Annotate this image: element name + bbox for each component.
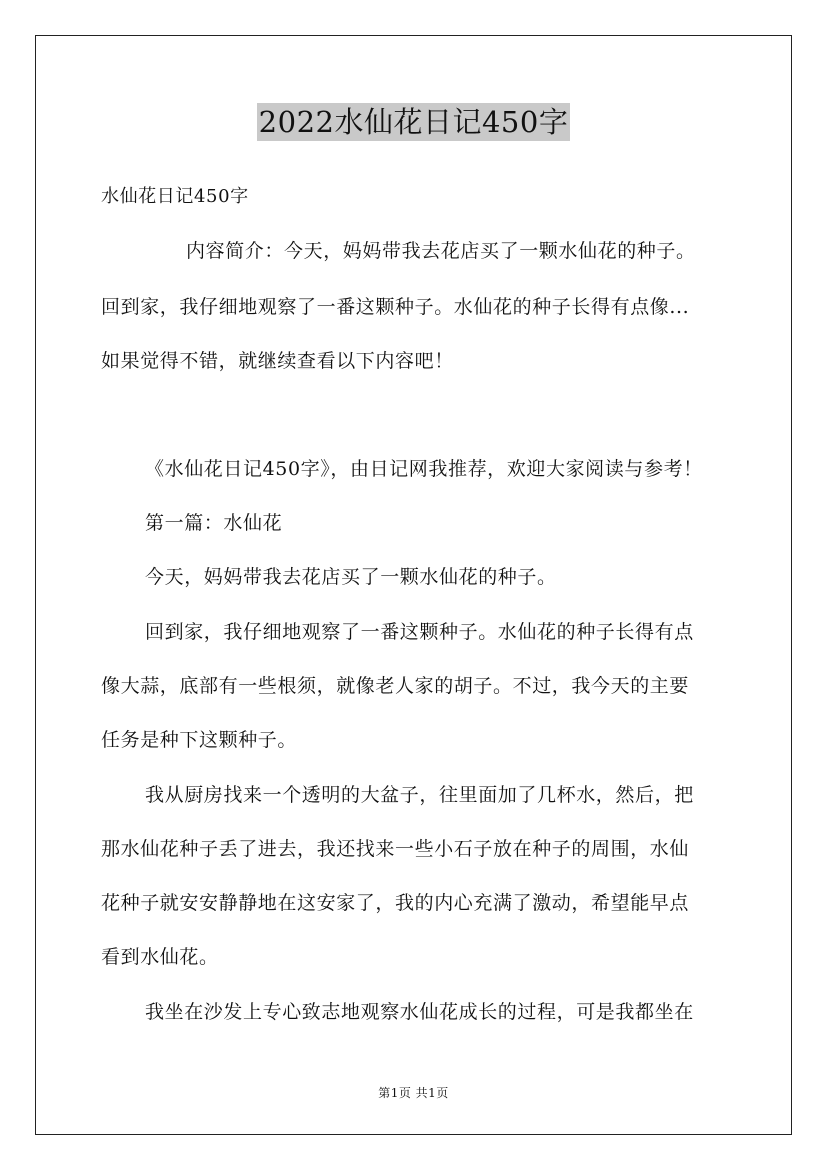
body-line: 任务是种下这颗种子。 bbox=[101, 729, 298, 751]
body-line: 看到水仙花。 bbox=[101, 946, 219, 968]
body-line: 回到家，我仔细地观察了一番这颗种子。水仙花的种子长得有点 bbox=[145, 621, 694, 643]
recommend-line: 《水仙花日记450字》，由日记网我推荐，欢迎大家阅读与参考！ bbox=[145, 458, 703, 480]
body-line: 花种子就安安静静地在这安家了，我的内心充满了激动，希望能早点 bbox=[101, 892, 690, 914]
body-line: 我从厨房找来一个透明的大盆子，往里面加了几杯水，然后，把 bbox=[145, 784, 694, 806]
document-title-wrap bbox=[0, 100, 827, 141]
page-footer: 第1页 共1页 bbox=[378, 1086, 449, 1100]
intro-line: 内容简介：今天，妈妈带我去花店买了一颗水仙花的种子。 bbox=[186, 240, 696, 262]
intro-line: 回到家，我仔细地观察了一番这颗种子。水仙花的种子长得有点像... bbox=[101, 296, 690, 318]
section-heading: 第一篇：水仙花 bbox=[145, 512, 283, 534]
intro-line: 如果觉得不错，就继续查看以下内容吧！ bbox=[101, 350, 454, 372]
body-line: 那水仙花种子丢了进去，我还找来一些小石子放在种子的周围，水仙 bbox=[101, 838, 690, 860]
body-line: 今天，妈妈带我去花店买了一颗水仙花的种子。 bbox=[145, 566, 557, 588]
body-line: 像大蒜，底部有一些根须，就像老人家的胡子。不过，我今天的主要 bbox=[101, 675, 690, 697]
document-title: 2022水仙花日记450字 bbox=[258, 105, 569, 139]
document-subtitle: 水仙花日记450字 bbox=[101, 186, 249, 207]
body-line: 我坐在沙发上专心致志地观察水仙花成长的过程，可是我都坐在 bbox=[145, 1001, 694, 1023]
